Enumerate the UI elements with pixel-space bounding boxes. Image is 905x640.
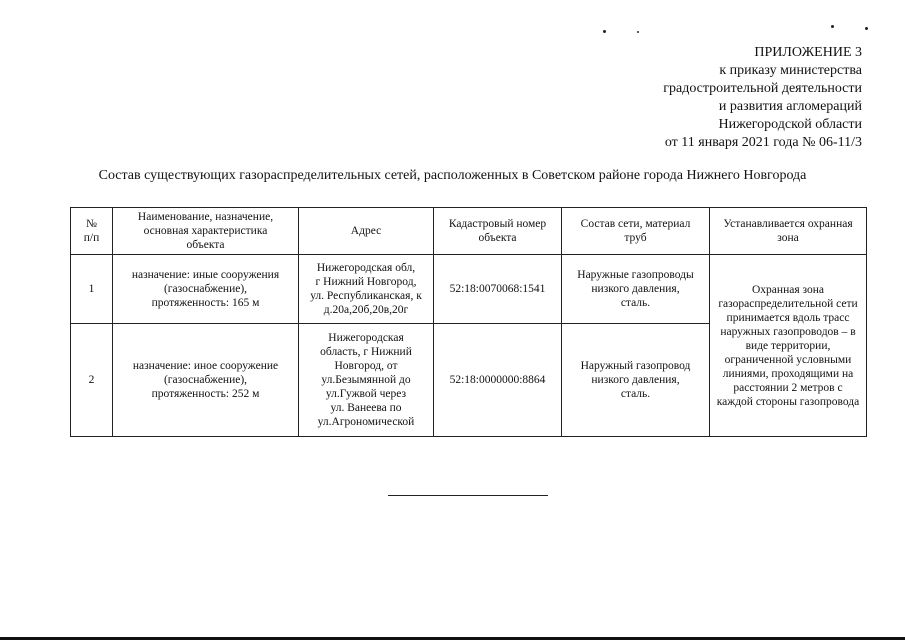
cell-network: Наружный газопровод низкого давления, сталь. <box>562 324 710 437</box>
cell-address: Нижегородская обл, г Нижний Новгород, ул. Республиканская, к д.20а,20б,20в,20г <box>299 255 434 324</box>
cell-protection-zone: Охранная зона газораспределительной сети принимается вдоль трасс наружных газопроводов – в виде территории, ограниченной условными линиями, проходящими на расстоянии 2 метров с каждой стороны газопровода <box>710 255 867 437</box>
header-line: от 11 января 2021 года № 06-11/3 <box>664 135 862 150</box>
gas-network-table <box>70 207 867 437</box>
cell-cadastral: 52:18:0070068:1541 <box>434 255 562 324</box>
header-network: Состав сети, материал труб <box>562 208 710 255</box>
cell-address: Нижегородская область, г Нижний Новгород, от ул.Безымянной до ул.Гужвой через ул. Ванеева по ул.Агрономической <box>299 324 434 437</box>
scan-speck <box>831 25 834 28</box>
appendix-header <box>663 44 862 152</box>
cell-number: 2 <box>71 324 113 437</box>
header-name: Наименование, назначение, основная характеристика объекта <box>113 208 299 255</box>
table-row <box>71 255 867 324</box>
cell-name: назначение: иные сооружения (газоснабжение), протяженность: 165 м <box>113 255 299 324</box>
header-line: градостроительной деятельности <box>663 81 862 96</box>
header-line: Нижегородской области <box>718 117 862 132</box>
header-address: Адрес <box>299 208 434 255</box>
scan-speck <box>637 31 639 33</box>
header-line: и развития агломераций <box>718 99 862 114</box>
end-separator-line <box>388 495 548 496</box>
scan-speck <box>865 27 868 30</box>
header-number: № п/п <box>71 208 113 255</box>
table-header-row <box>71 208 867 255</box>
cell-name: назначение: иное сооружение (газоснабжение), протяженность: 252 м <box>113 324 299 437</box>
cell-network: Наружные газопроводы низкого давления, сталь. <box>562 255 710 324</box>
cell-cadastral: 52:18:0000000:8864 <box>434 324 562 437</box>
scan-speck <box>603 30 606 33</box>
header-line: к приказу министерства <box>719 63 862 78</box>
header-protection-zone: Устанавливается охранная зона <box>710 208 867 255</box>
header-cadastral: Кадастровый номер объекта <box>434 208 562 255</box>
cell-number: 1 <box>71 255 113 324</box>
document-title: Состав существующих газораспределительных сетей, расположенных в Советском районе города Нижнего Новгорода <box>98 168 807 183</box>
header-line: ПРИЛОЖЕНИЕ 3 <box>754 45 862 60</box>
